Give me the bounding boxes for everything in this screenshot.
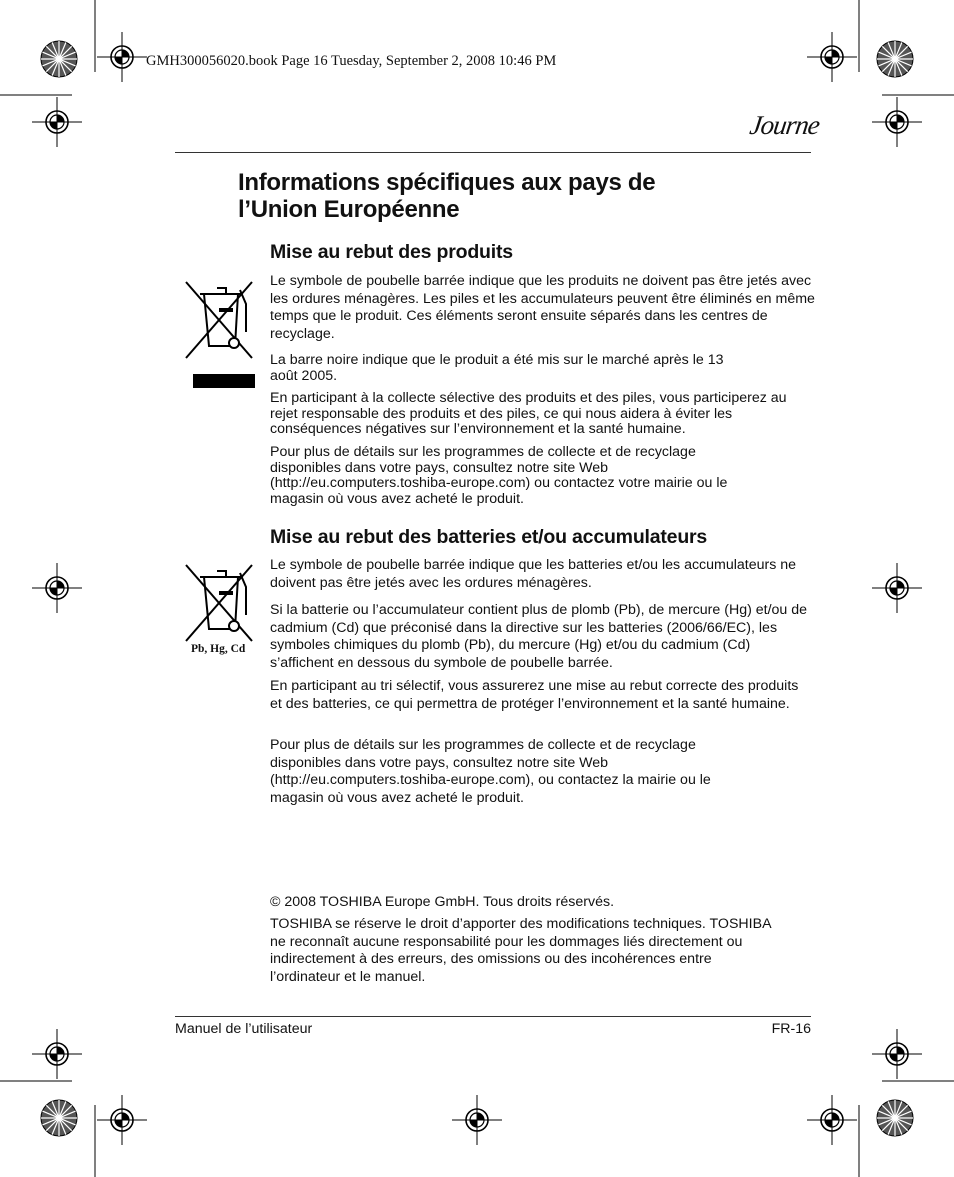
page-number: FR-16 (771, 1021, 811, 1037)
section1-paragraph-1: Le symbole de poubelle barrée indique que les produits ne doivent pas être jetés avec les ordures ménagères. Les piles et les accumulateurs peuvent être éliminés en même temps que le produit. Ces éléments seront ensuite séparés dans les centres de recyclage. (270, 273, 815, 342)
section2-paragraph-1: Le symbole de poubelle barrée indique que les batteries et/ou les accumulateurs ne doivent pas être jetés avec les ordures ménagères. (270, 557, 797, 591)
page-title (238, 169, 798, 223)
section2-paragraph-2: Si la batterie ou l’accumulateur contient plus de plomb (Pb), de mercure (Hg) et/ou de cadmium (Cd) que préconisé dans la directive sur les batteries (2006/66/EC), les symboles chimiques du plomb (Pb), du mercure (Hg) et/ou du cadmium (Cd) s’affichent en dessous du symbole de poubelle barrée. (270, 602, 808, 671)
section2-paragraph-3: En participant au tri sélectif, vous assurerez une mise au rebut correcte des produits et des batteries, ce qui permettra de protéger l’environnement et la santé humaine. (270, 678, 799, 712)
footer-manual-title: Manuel de l’utilisateur (175, 1021, 313, 1037)
crossed-out-battery-bin-icon (182, 563, 262, 643)
footer-rule (175, 1016, 811, 1017)
crossed-out-wheelie-bin-icon (182, 280, 262, 392)
chemical-symbols-label: Pb, Hg, Cd (191, 643, 246, 655)
section1-paragraph-4: Pour plus de détails sur les programmes de collecte et de recyclage disponibles dans votre pays, consultez notre site Web (http://eu.computers.toshiba-europe.com) ou contactez votre mairie ou le magasin où vous avez acheté le produit. (270, 444, 728, 507)
disclaimer-text: TOSHIBA se réserve le droit d’apporter des modifications techniques. TOSHIBA ne reconnaît aucune responsabilité pour les dommages liés directement ou indirectement à des erreurs, des omissions ou des incohérences entre l’ordinateur et le manuel. (270, 916, 771, 985)
brand-logo-text: Journe (747, 110, 822, 140)
page-title-line-1: Informations spécifiques aux pays de (238, 169, 656, 196)
print-slug: GMH300056020.book Page 16 Tuesday, September 2, 2008 10:46 PM (146, 53, 557, 69)
copyright-notice: © 2008 TOSHIBA Europe GmbH. Tous droits réservés. (270, 894, 615, 910)
section1-paragraph-2: La barre noire indique que le produit a été mis sur le marché après le 13 août 2005. (270, 352, 724, 384)
section-heading-batteries: Mise au rebut des batteries et/ou accumulateurs (270, 526, 708, 548)
section2-paragraph-4: Pour plus de détails sur les programmes de collecte et de recyclage disponibles dans votre pays, consultez notre site Web (http://eu.computers.toshiba-europe.com), ou contactez la mairie ou le magasin où vous avez acheté le produit. (270, 737, 711, 806)
page-title-line-2: l’Union Européenne (238, 196, 460, 223)
section1-paragraph-3: En participant à la collecte sélective des produits et des piles, vous participerez au rejet responsable des produits et des piles, ce qui nous aidera à éviter les conséquences négatives sur l’environnement et la santé humaine. (270, 390, 787, 437)
header-rule (175, 152, 811, 153)
section-heading-products: Mise au rebut des produits (270, 241, 513, 263)
